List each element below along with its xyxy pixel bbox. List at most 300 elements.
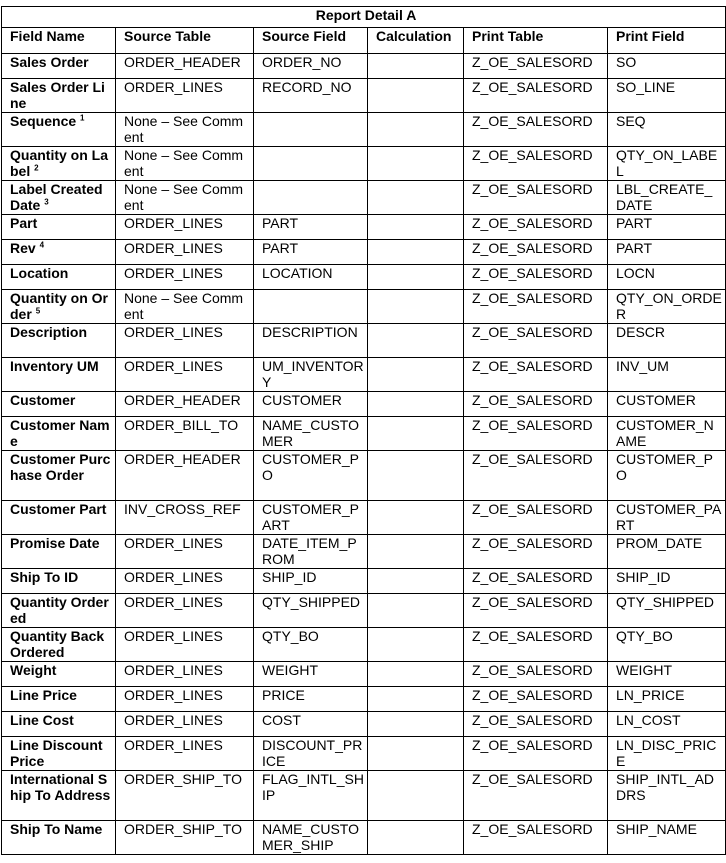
calculation-cell xyxy=(368,290,464,324)
print-field-text: PART xyxy=(616,240,653,256)
source-table-cell xyxy=(116,324,254,358)
field-name-text: Part xyxy=(10,215,38,231)
table-row xyxy=(2,240,726,265)
print-table-cell xyxy=(464,687,608,712)
source-table-text: ORDER_LINES xyxy=(124,79,223,95)
print-field-cell xyxy=(608,215,726,240)
table-row xyxy=(2,712,726,737)
source-table-cell xyxy=(116,501,254,535)
print-table-cell xyxy=(464,569,608,594)
field-name-text: Sales Order xyxy=(10,54,89,70)
print-field-text: DESCR xyxy=(616,324,666,340)
source-table-cell xyxy=(116,687,254,712)
calculation-cell xyxy=(368,417,464,451)
print-field-cell xyxy=(608,392,726,417)
field-name-cell xyxy=(2,712,116,737)
source-table-cell xyxy=(116,215,254,240)
print-table-text: Z_OE_SALESORD xyxy=(472,392,593,408)
print-table-cell xyxy=(464,712,608,737)
source-field-text: CUSTOMER_PO xyxy=(262,451,359,483)
field-name-text: Line Discount Price xyxy=(10,737,103,769)
print-field-text: SEQ xyxy=(616,113,646,129)
field-name-cell xyxy=(2,535,116,569)
report-detail-table xyxy=(1,6,726,855)
source-table-text: ORDER_LINES xyxy=(124,687,223,703)
source-table-text: ORDER_LINES xyxy=(124,240,223,256)
print-field-cell xyxy=(608,265,726,290)
print-field-cell xyxy=(608,594,726,628)
field-name-cell xyxy=(2,392,116,417)
source-table-text: None – See Comment xyxy=(124,113,244,145)
source-table-cell xyxy=(116,265,254,290)
table-row xyxy=(2,501,726,535)
table-row xyxy=(2,771,726,821)
source-field-text: FLAG_INTL_SHIP xyxy=(262,771,364,803)
print-field-cell xyxy=(608,181,726,215)
source-field-cell xyxy=(254,628,368,662)
print-table-cell xyxy=(464,54,608,79)
source-table-cell xyxy=(116,535,254,569)
field-name-text: Customer xyxy=(10,392,76,408)
calculation-cell xyxy=(368,737,464,771)
print-table-cell xyxy=(464,265,608,290)
source-field-cell xyxy=(254,113,368,147)
field-name-cell xyxy=(2,358,116,392)
source-field-cell xyxy=(254,687,368,712)
calculation-cell xyxy=(368,771,464,821)
header-row xyxy=(2,28,726,54)
print-table-text: Z_OE_SALESORD xyxy=(472,79,593,95)
field-name-text: Quantity on Order xyxy=(10,290,108,322)
print-table-cell xyxy=(464,628,608,662)
field-name-cell xyxy=(2,628,116,662)
source-table-cell xyxy=(116,358,254,392)
print-field-cell xyxy=(608,79,726,113)
calculation-cell xyxy=(368,54,464,79)
print-table-cell xyxy=(464,79,608,113)
print-field-cell xyxy=(608,113,726,147)
print-field-cell xyxy=(608,451,726,501)
print-field-text: SHIP_NAME xyxy=(616,821,697,837)
source-field-cell xyxy=(254,771,368,821)
source-field-cell xyxy=(254,712,368,737)
field-name-text: Sales Order Line xyxy=(10,79,105,111)
print-table-text: Z_OE_SALESORD xyxy=(472,535,593,551)
source-table-text: None – See Comment xyxy=(124,147,244,179)
source-field-text: WEIGHT xyxy=(262,662,318,678)
table-row xyxy=(2,687,726,712)
field-name-cell xyxy=(2,240,116,265)
source-table-cell xyxy=(116,54,254,79)
print-table-cell xyxy=(464,417,608,451)
calculation-cell xyxy=(368,358,464,392)
column-header-print-table: Print Table xyxy=(464,28,608,54)
field-name-cell xyxy=(2,417,116,451)
print-table-text: Z_OE_SALESORD xyxy=(472,113,593,129)
calculation-cell xyxy=(368,712,464,737)
field-name-text: Quantity Back Ordered xyxy=(10,628,105,660)
field-name-cell xyxy=(2,79,116,113)
print-field-text: QTY_BO xyxy=(616,628,673,644)
source-field-text: LOCATION xyxy=(262,265,333,281)
source-field-cell xyxy=(254,451,368,501)
print-table-text: Z_OE_SALESORD xyxy=(472,215,593,231)
print-field-text: CUSTOMER xyxy=(616,392,696,408)
field-name-cell xyxy=(2,113,116,147)
print-field-cell xyxy=(608,771,726,821)
source-table-text: ORDER_LINES xyxy=(124,628,223,644)
source-field-cell xyxy=(254,569,368,594)
source-field-cell xyxy=(254,324,368,358)
print-field-cell xyxy=(608,569,726,594)
calculation-cell xyxy=(368,181,464,215)
print-field-cell xyxy=(608,147,726,181)
print-table-cell xyxy=(464,147,608,181)
field-name-cell xyxy=(2,501,116,535)
field-name-text: Customer Part xyxy=(10,501,107,517)
source-table-text: None – See Comment xyxy=(124,290,244,322)
print-field-cell xyxy=(608,240,726,265)
field-name-cell xyxy=(2,54,116,79)
source-table-cell xyxy=(116,712,254,737)
source-field-text: COST xyxy=(262,712,301,728)
print-table-text: Z_OE_SALESORD xyxy=(472,594,593,610)
print-table-cell xyxy=(464,501,608,535)
print-table-text: Z_OE_SALESORD xyxy=(472,265,593,281)
source-field-cell xyxy=(254,417,368,451)
print-field-cell xyxy=(608,501,726,535)
print-table-text: Z_OE_SALESORD xyxy=(472,240,593,256)
print-table-cell xyxy=(464,771,608,821)
calculation-cell xyxy=(368,324,464,358)
table-row xyxy=(2,113,726,147)
print-field-text: CUSTOMER_PART xyxy=(616,501,722,533)
print-field-text: LN_COST xyxy=(616,712,681,728)
print-table-cell xyxy=(464,358,608,392)
calculation-cell xyxy=(368,569,464,594)
field-name-cell xyxy=(2,771,116,821)
source-table-text: ORDER_SHIP_TO xyxy=(124,771,242,787)
source-table-cell xyxy=(116,771,254,821)
source-field-cell xyxy=(254,535,368,569)
print-table-text: Z_OE_SALESORD xyxy=(472,628,593,644)
source-table-cell xyxy=(116,113,254,147)
source-table-text: ORDER_HEADER xyxy=(124,54,241,70)
source-field-text: NAME_CUSTOMER xyxy=(262,417,359,449)
source-table-cell xyxy=(116,662,254,687)
source-field-text: UM_INVENTORY xyxy=(262,358,364,390)
print-table-cell xyxy=(464,392,608,417)
print-table-cell xyxy=(464,113,608,147)
field-name-cell xyxy=(2,737,116,771)
source-table-cell xyxy=(116,451,254,501)
table-row xyxy=(2,358,726,392)
source-field-text: DATE_ITEM_PROM xyxy=(262,535,357,567)
field-name-cell xyxy=(2,215,116,240)
source-field-cell xyxy=(254,79,368,113)
source-field-cell xyxy=(254,147,368,181)
table-row xyxy=(2,417,726,451)
footnote-marker: 1 xyxy=(80,113,85,123)
table-row xyxy=(2,821,726,855)
footnote-marker: 2 xyxy=(34,163,39,173)
field-name-cell xyxy=(2,324,116,358)
table-row xyxy=(2,662,726,687)
print-table-text: Z_OE_SALESORD xyxy=(472,569,593,585)
source-field-cell xyxy=(254,662,368,687)
print-field-text: LN_DISC_PRICE xyxy=(616,737,717,769)
source-field-text: CUSTOMER_PART xyxy=(262,501,359,533)
print-table-text: Z_OE_SALESORD xyxy=(472,687,593,703)
print-field-cell xyxy=(608,535,726,569)
calculation-cell xyxy=(368,392,464,417)
title-row xyxy=(2,7,726,28)
field-name-cell xyxy=(2,147,116,181)
print-field-cell xyxy=(608,737,726,771)
print-field-cell xyxy=(608,417,726,451)
source-field-text: SHIP_ID xyxy=(262,569,317,585)
source-table-text: ORDER_LINES xyxy=(124,535,223,551)
print-field-text: WEIGHT xyxy=(616,662,672,678)
source-table-cell xyxy=(116,569,254,594)
print-table-cell xyxy=(464,535,608,569)
source-table-cell xyxy=(116,628,254,662)
calculation-cell xyxy=(368,451,464,501)
print-table-text: Z_OE_SALESORD xyxy=(472,771,593,787)
source-field-cell xyxy=(254,594,368,628)
print-field-cell xyxy=(608,628,726,662)
calculation-cell xyxy=(368,240,464,265)
field-name-text: Quantity on Label xyxy=(10,147,108,179)
source-field-cell xyxy=(254,358,368,392)
source-table-text: ORDER_LINES xyxy=(124,737,223,753)
table-row xyxy=(2,54,726,79)
source-table-cell xyxy=(116,417,254,451)
print-field-cell xyxy=(608,290,726,324)
source-table-text: INV_CROSS_REF xyxy=(124,501,241,517)
source-table-text: ORDER_BILL_TO xyxy=(124,417,239,433)
field-name-text: Sequence xyxy=(10,113,77,129)
source-table-text: ORDER_LINES xyxy=(124,712,223,728)
print-table-text: Z_OE_SALESORD xyxy=(472,821,593,837)
source-field-text: RECORD_NO xyxy=(262,79,352,95)
source-table-text: ORDER_LINES xyxy=(124,569,223,585)
print-table-text: Z_OE_SALESORD xyxy=(472,181,593,197)
source-table-text: ORDER_HEADER xyxy=(124,392,241,408)
table-row xyxy=(2,737,726,771)
table-row xyxy=(2,392,726,417)
calculation-cell xyxy=(368,501,464,535)
print-table-text: Z_OE_SALESORD xyxy=(472,451,593,467)
source-field-text: DISCOUNT_PRICE xyxy=(262,737,363,769)
print-field-text: SHIP_ID xyxy=(616,569,671,585)
calculation-cell xyxy=(368,687,464,712)
source-field-cell xyxy=(254,290,368,324)
field-name-text: Promise Date xyxy=(10,535,100,551)
field-name-text: Rev xyxy=(10,240,36,256)
column-header-source-field: Source Field xyxy=(254,28,368,54)
source-table-cell xyxy=(116,240,254,265)
table-row xyxy=(2,79,726,113)
source-field-text: QTY_SHIPPED xyxy=(262,594,361,610)
field-name-text: Customer Name xyxy=(10,417,110,449)
field-name-cell xyxy=(2,290,116,324)
source-field-cell xyxy=(254,240,368,265)
print-table-text: Z_OE_SALESORD xyxy=(472,358,593,374)
source-field-cell xyxy=(254,821,368,855)
source-field-text: PRICE xyxy=(262,687,305,703)
calculation-cell xyxy=(368,113,464,147)
table-row xyxy=(2,290,726,324)
print-table-cell xyxy=(464,240,608,265)
print-table-cell xyxy=(464,290,608,324)
field-name-text: Quantity Ordered xyxy=(10,594,109,626)
field-name-text: Ship To Name xyxy=(10,821,103,837)
print-table-text: Z_OE_SALESORD xyxy=(472,662,593,678)
source-table-cell xyxy=(116,392,254,417)
field-name-text: International Ship To Address xyxy=(10,771,111,803)
calculation-cell xyxy=(368,594,464,628)
field-name-text: Inventory UM xyxy=(10,358,99,374)
source-table-text: ORDER_LINES xyxy=(124,594,223,610)
print-field-text: LN_PRICE xyxy=(616,687,685,703)
print-table-cell xyxy=(464,594,608,628)
source-field-text: QTY_BO xyxy=(262,628,319,644)
calculation-cell xyxy=(368,79,464,113)
source-field-cell xyxy=(254,501,368,535)
field-name-text: Line Cost xyxy=(10,712,74,728)
source-field-cell xyxy=(254,737,368,771)
print-field-text: SO_LINE xyxy=(616,79,676,95)
print-field-text: PART xyxy=(616,215,653,231)
source-table-text: ORDER_SHIP_TO xyxy=(124,821,242,837)
table-title: Report Detail A xyxy=(2,7,726,28)
source-table-text: ORDER_LINES xyxy=(124,358,223,374)
source-field-cell xyxy=(254,181,368,215)
print-table-text: Z_OE_SALESORD xyxy=(472,147,593,163)
print-table-text: Z_OE_SALESORD xyxy=(472,290,593,306)
print-field-text: QTY_ON_ORDER xyxy=(616,290,722,322)
table-row xyxy=(2,535,726,569)
table-row xyxy=(2,147,726,181)
print-table-cell xyxy=(464,181,608,215)
source-field-text: NAME_CUSTOMER_SHIP xyxy=(262,821,359,853)
source-field-text: PART xyxy=(262,240,299,256)
source-table-text: ORDER_LINES xyxy=(124,265,223,281)
table-row xyxy=(2,569,726,594)
field-name-cell xyxy=(2,265,116,290)
source-field-cell xyxy=(254,215,368,240)
field-name-text: Location xyxy=(10,265,69,281)
source-table-cell xyxy=(116,737,254,771)
source-table-text: None – See Comment xyxy=(124,181,244,213)
table-row xyxy=(2,594,726,628)
column-header-calculation: Calculation xyxy=(368,28,464,54)
source-table-cell xyxy=(116,594,254,628)
table-row xyxy=(2,451,726,501)
calculation-cell xyxy=(368,215,464,240)
table-row xyxy=(2,215,726,240)
source-table-text: ORDER_LINES xyxy=(124,324,223,340)
field-name-cell xyxy=(2,181,116,215)
source-field-text: ORDER_NO xyxy=(262,54,342,70)
field-name-text: Line Price xyxy=(10,687,77,703)
print-table-text: Z_OE_SALESORD xyxy=(472,417,593,433)
print-field-cell xyxy=(608,358,726,392)
print-table-text: Z_OE_SALESORD xyxy=(472,712,593,728)
source-field-text: CUSTOMER xyxy=(262,392,342,408)
source-field-text: PART xyxy=(262,215,299,231)
field-name-text: Ship To ID xyxy=(10,569,79,585)
print-field-text: LBL_CREATE_DATE xyxy=(616,181,713,213)
table-body xyxy=(2,54,726,855)
source-table-text: ORDER_LINES xyxy=(124,662,223,678)
source-table-text: ORDER_HEADER xyxy=(124,451,241,467)
source-field-cell xyxy=(254,54,368,79)
footnote-marker: 4 xyxy=(39,240,45,250)
calculation-cell xyxy=(368,147,464,181)
print-table-text: Z_OE_SALESORD xyxy=(472,501,593,517)
field-name-text: Description xyxy=(10,324,88,340)
field-name-text: Weight xyxy=(10,662,57,678)
source-table-cell xyxy=(116,821,254,855)
footnote-marker: 5 xyxy=(35,306,41,316)
table-row xyxy=(2,324,726,358)
calculation-cell xyxy=(368,535,464,569)
calculation-cell xyxy=(368,662,464,687)
print-table-text: Z_OE_SALESORD xyxy=(472,54,593,70)
print-field-cell xyxy=(608,662,726,687)
source-table-cell xyxy=(116,181,254,215)
field-name-cell xyxy=(2,451,116,501)
print-table-cell xyxy=(464,451,608,501)
table-row xyxy=(2,181,726,215)
print-field-cell xyxy=(608,687,726,712)
table-row xyxy=(2,265,726,290)
print-field-text: SHIP_INTL_ADDRS xyxy=(616,771,715,803)
print-field-text: PROM_DATE xyxy=(616,535,703,551)
print-field-text: SO xyxy=(616,54,637,70)
field-name-text: Label Created Date xyxy=(10,181,103,213)
source-table-cell xyxy=(116,147,254,181)
print-field-cell xyxy=(608,54,726,79)
field-name-cell xyxy=(2,662,116,687)
calculation-cell xyxy=(368,265,464,290)
source-table-text: ORDER_LINES xyxy=(124,215,223,231)
print-field-text: QTY_ON_LABEL xyxy=(616,147,718,179)
source-table-cell xyxy=(116,290,254,324)
print-table-cell xyxy=(464,215,608,240)
column-header-field-name: Field Name xyxy=(2,28,116,54)
print-field-cell xyxy=(608,712,726,737)
field-name-text: Customer Purchase Order xyxy=(10,451,111,483)
print-field-cell xyxy=(608,821,726,855)
print-table-cell xyxy=(464,324,608,358)
print-table-cell xyxy=(464,737,608,771)
field-name-cell xyxy=(2,594,116,628)
calculation-cell xyxy=(368,821,464,855)
print-field-text: CUSTOMER_PO xyxy=(616,451,713,483)
footnote-marker: 3 xyxy=(44,197,49,207)
print-table-cell xyxy=(464,821,608,855)
source-field-text: DESCRIPTION xyxy=(262,324,358,340)
print-table-text: Z_OE_SALESORD xyxy=(472,737,593,753)
print-field-text: CUSTOMER_NAME xyxy=(616,417,714,449)
print-table-text: Z_OE_SALESORD xyxy=(472,324,593,340)
source-field-cell xyxy=(254,392,368,417)
print-field-text: QTY_SHIPPED xyxy=(616,594,715,610)
source-field-cell xyxy=(254,265,368,290)
